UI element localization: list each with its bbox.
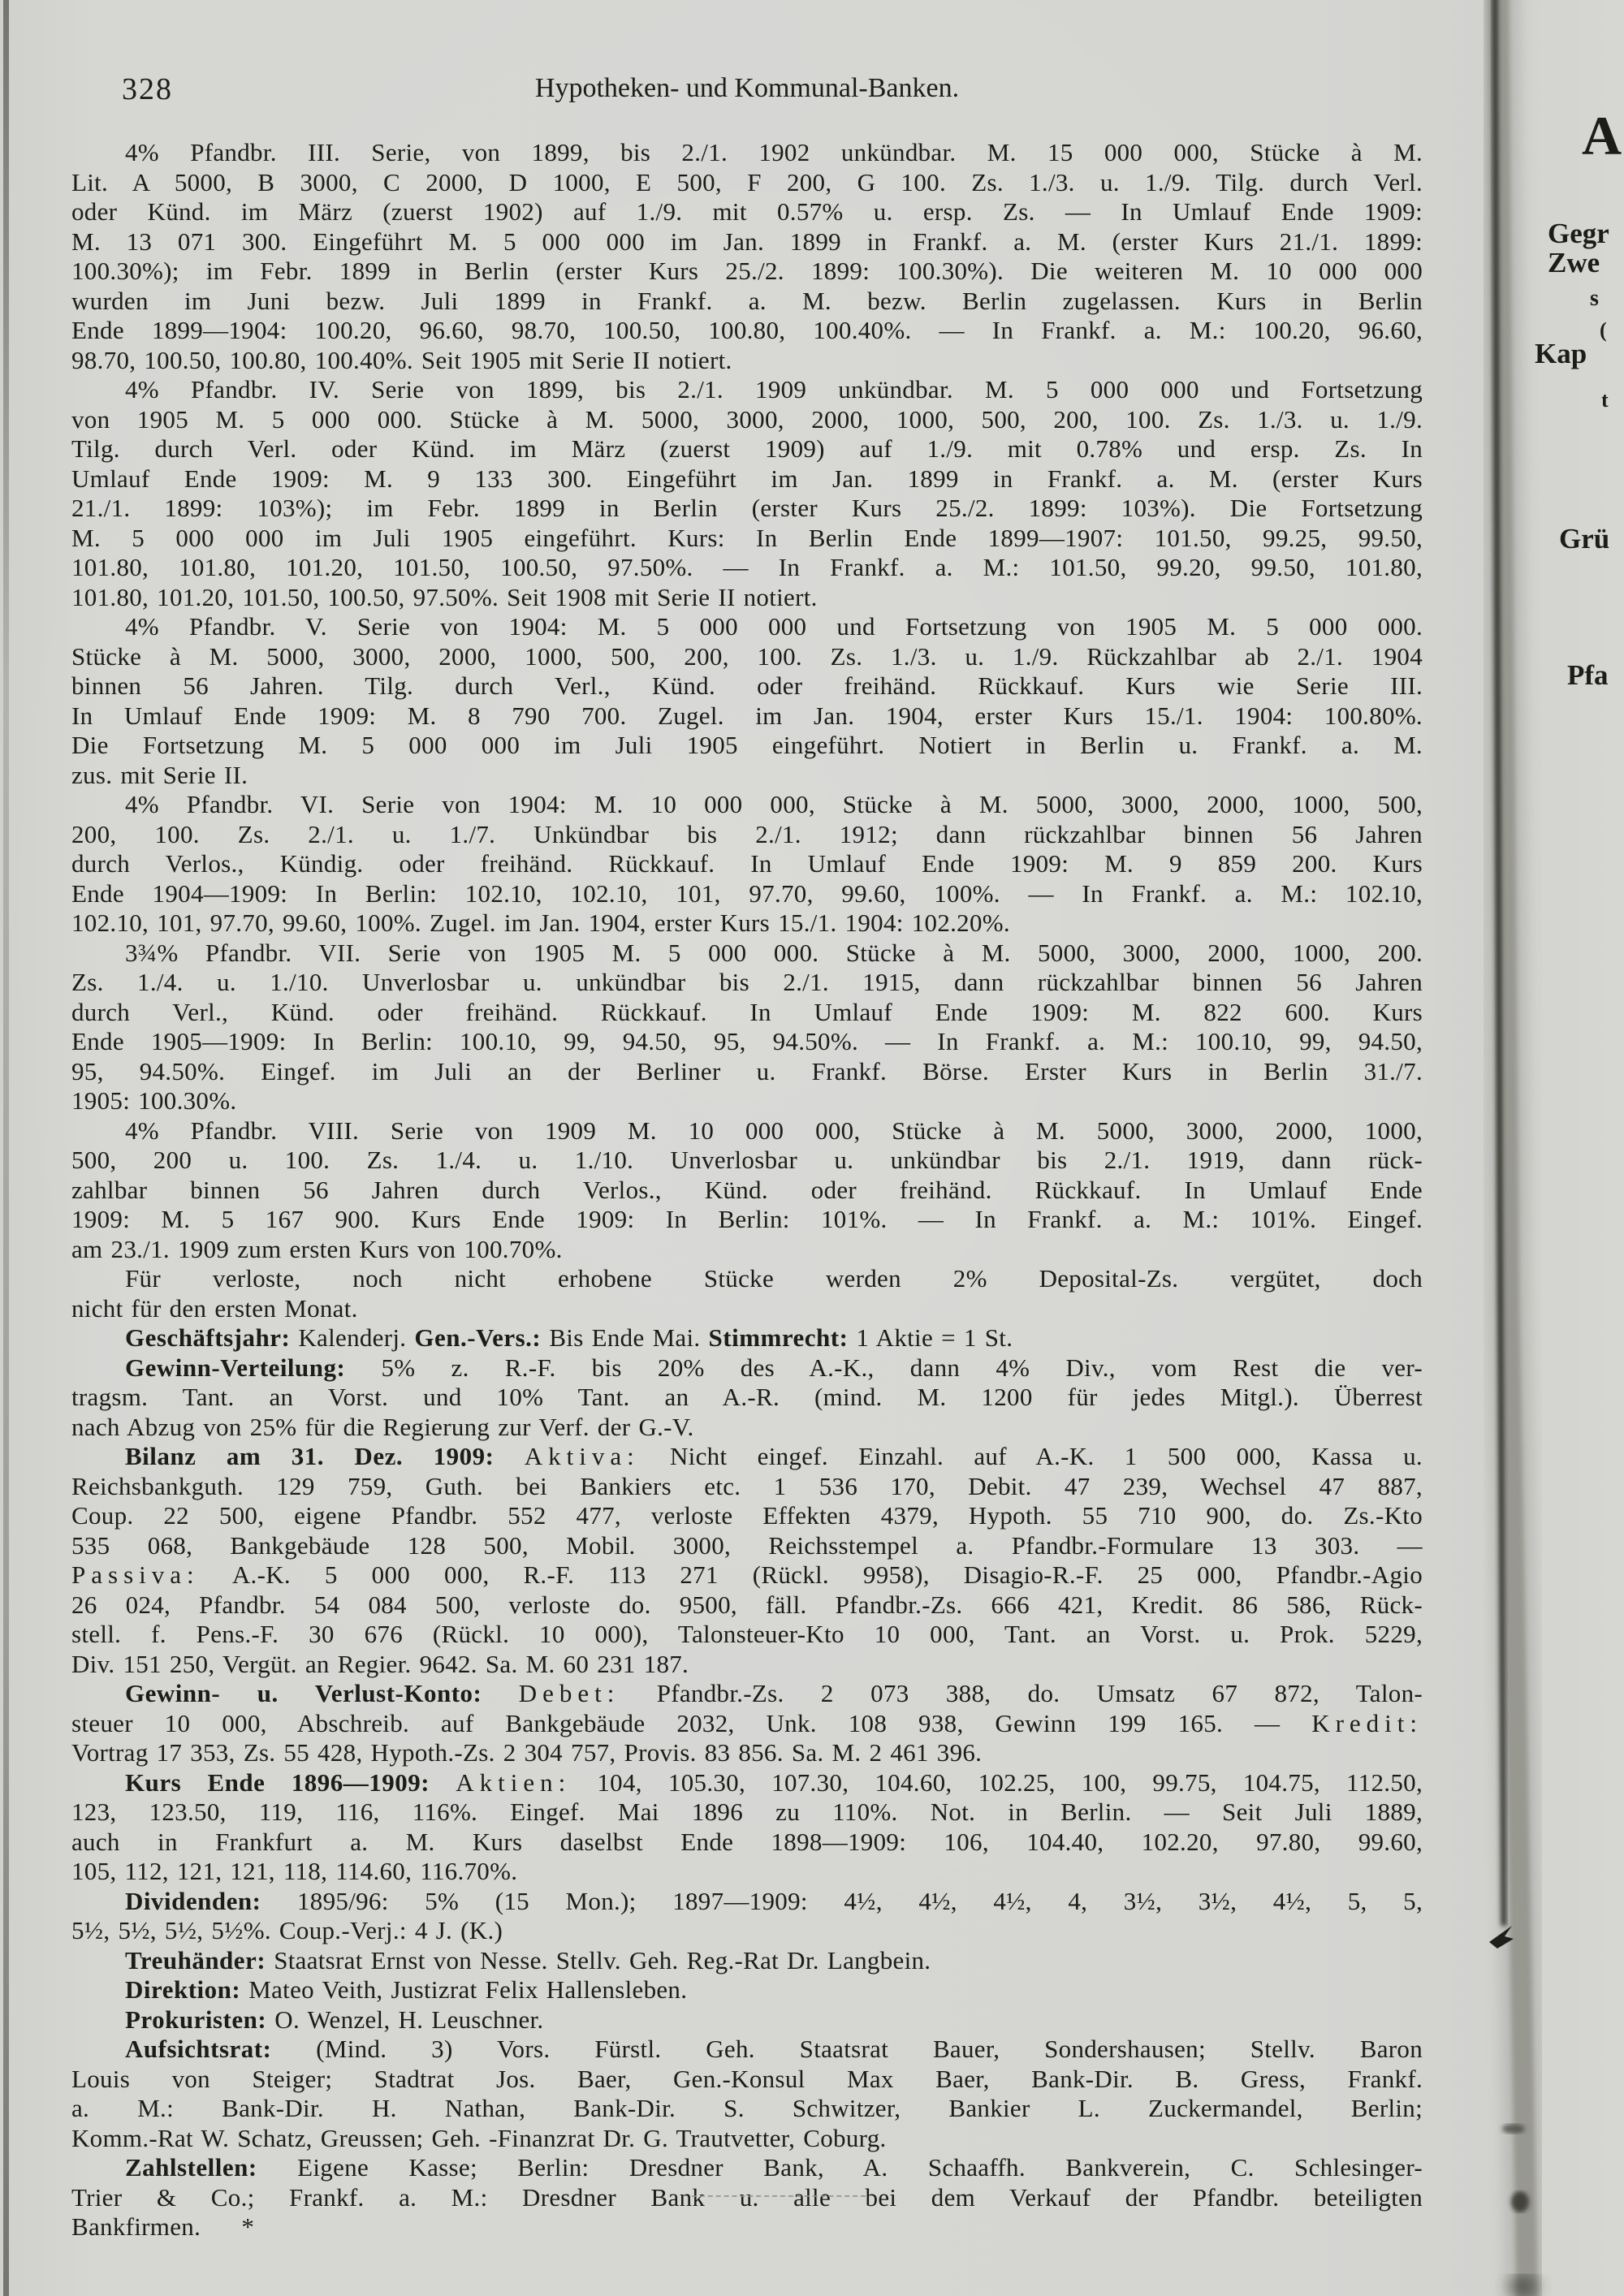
text-line: Reichsbankguth. 129 759, Guth. bei Bankiers etc. 1 536 170, Debit. 47 239, Wechsel 47 887, (71, 1471, 1423, 1500)
text-line: Gewinn- u. Verlust-Konto: Debet: Pfandbr.-Zs. 2 073 388, do. Umsatz 67 872, Talon- (125, 1679, 1423, 1707)
ink-smudge (1502, 2124, 1525, 2134)
text-line: 123, 123.50, 119, 116, 116%. Eingef. Mai 1896 zu 110%. Not. in Berlin. — Seit Juli 1889, (71, 1798, 1423, 1826)
text-line: M. 5 000 000 im Juli 1905 eingeführt. Kurs: In Berlin Ende 1899—1907: 101.50, 99.25, 99.50, (71, 523, 1423, 552)
text-line: 102.10, 101, 97.70, 99.60, 100%. Zugel. im Jan. 1904, erster Kurs 15./1. 1904: 102.20%. (71, 908, 1010, 937)
text-line: In Umlauf Ende 1909: M. 8 790 700. Zugel. im Jan. 1904, erster Kurs 15./1. 1904: 100.80%. (71, 701, 1423, 730)
text-line: Bilanz am 31. Dez. 1909: Aktiva: Nicht eingef. Einzahl. auf A.-K. 1 500 000, Kassa u. (125, 1442, 1423, 1470)
text-line: am 23./1. 1909 zum ersten Kurs von 100.70%. (71, 1234, 563, 1263)
text-line: Ende 1905—1909: In Berlin: 100.10, 99, 94.50, 95, 94.50%. — In Frankf. a. M.: 100.10, 99, 94.50, (71, 1027, 1423, 1055)
next-page-fragment: s (1590, 286, 1599, 311)
text-line: Louis von Steiger; Stadtrat Jos. Baer, Gen.-Konsul Max Baer, Bank-Dir. B. Gress, Frankf. (71, 2064, 1423, 2093)
next-page-fragment: Grü (1559, 523, 1610, 555)
text-line: 101.80, 101.20, 101.50, 100.50, 97.50%. Seit 1908 mit Serie II notiert. (71, 582, 818, 611)
text-line: zus. mit Serie II. (71, 760, 248, 789)
next-page-fragment: Zwe (1548, 247, 1600, 278)
page-title: Hypotheken- und Kommunal-Banken. (534, 73, 960, 103)
text-line: Passiva: A.-K. 5 000 000, R.-F. 113 271 (Rückl. 9958), Disagio-R.-F. 25 000, Pfandbr.-Agio (71, 1560, 1423, 1589)
text-line: Vortrag 17 353, Zs. 55 428, Hypoth.-Zs. 2 304 757, Provis. 83 856. Sa. M. 2 461 396. (71, 1738, 983, 1767)
text-line: Direktion: Mateo Veith, Justizrat Felix Hallensleben. (125, 1975, 688, 2004)
text-line: nicht für den ersten Monat. (71, 1293, 358, 1323)
text-line: durch Verl., Künd. oder freihänd. Rückkauf. In Umlauf Ende 1909: M. 822 600. Kurs (71, 997, 1423, 1026)
next-page-fragment: Kap (1535, 338, 1587, 369)
text-line: Prokuristen: O. Wenzel, H. Leuschner. (125, 2005, 544, 2034)
text-line: 26 024, Pfandbr. 54 084 500, verloste do. 9500, fäll. Pfandbr.-Zs. 666 421, Kredit. 86 586, Rück- (71, 1590, 1423, 1619)
text-line: 95, 94.50%. Eingef. im Juli an der Berliner u. Frankf. Börse. Erster Kurs in Berlin 31./7. (71, 1056, 1423, 1085)
text-line: Lit. A 5000, B 3000, C 2000, D 1000, E 500, F 200, G 100. Zs. 1./3. u. 1./9. Tilg. durch Verl. (71, 167, 1423, 196)
text-line: stell. f. Pens.-F. 30 676 (Rückl. 10 000), Talonsteuer-Kto 10 000, Tant. an Vorst. u. Prok. 5229, (71, 1620, 1423, 1648)
text-line: Stücke à M. 5000, 3000, 2000, 1000, 500, 200, 100. Zs. 1./3. u. 1./9. Rückzahlbar ab 2./1. 1904 (71, 641, 1423, 671)
text-line: 3¾% Pfandbr. VII. Serie von 1905 M. 5 000 000. Stücke à M. 5000, 3000, 2000, 1000, 200. (125, 938, 1423, 967)
text-line: 4% Pfandbr. IV. Serie von 1899, bis 2./1. 1909 unkündbar. M. 5 000 000 und Fortsetzung (125, 375, 1423, 404)
text-line: binnen 56 Jahren. Tilg. durch Verl., Künd. oder freihänd. Rückkauf. Kurs wie Serie III. (71, 671, 1423, 700)
text-line: tragsm. Tant. an Vorst. und 10% Tant. an A.-R. (mind. M. 1200 für jedes Mitgl.). Überrest (71, 1383, 1423, 1411)
text-line: 5½, 5½, 5½, 5½%. Coup.-Verj.: 4 J. (K.) (71, 1916, 503, 1944)
text-line: Gewinn-Verteilung: 5% z. R.-F. bis 20% des A.-K., dann 4% Div., vom Rest die ver- (125, 1353, 1423, 1382)
text-line: Ende 1904—1909: In Berlin: 102.10, 102.10, 101, 97.70, 99.60, 100%. — In Frankf. a. M.: 102.10, (71, 878, 1423, 908)
text-line: Tilg. durch Verl. oder Künd. im März (zuerst 1909) auf 1./9. mit 0.78% und ersp. Zs. In (71, 434, 1423, 463)
text-line: Die Fortsetzung M. 5 000 000 im Juli 1905 eingeführt. Notiert in Berlin u. Frankf. a. M. (71, 731, 1423, 759)
text-line: 105, 112, 121, 121, 118, 114.60, 116.70%. (71, 1857, 518, 1885)
text-line: Zs. 1./4. u. 1./10. Unverlosbar u. unkündbar bis 2./1. 1915, dann rückzahlbar binnen 56 Jahren (71, 968, 1423, 996)
text-line: Umlauf Ende 1909: M. 9 133 300. Eingeführt im Jan. 1899 in Frankf. a. M. (erster Kurs (71, 464, 1423, 493)
text-line: M. 13 071 300. Eingeführt M. 5 000 000 im Jan. 1899 in Frankf. a. M. (erster Kurs 21./1. 1899: (71, 227, 1423, 256)
text-line: a. M.: Bank-Dir. H. Nathan, Bank-Dir. S. Schwitzer, Bankier L. Zuckermandel, Berlin; (71, 2094, 1423, 2122)
text-line: 4% Pfandbr. VIII. Serie von 1909 M. 10 000 000, Stücke à M. 5000, 3000, 2000, 1000, (125, 1116, 1423, 1145)
text-line: 4% Pfandbr. V. Serie von 1904: M. 5 000 000 und Fortsetzung von 1905 M. 5 000 000. (125, 612, 1423, 641)
text-line: oder Künd. im März (zuerst 1902) auf 1./9. mit 0.57% u. ersp. Zs. — In Umlauf Ende 1909: (71, 197, 1423, 226)
text-line: 21./1. 1899: 103%); im Febr. 1899 in Berlin (erster Kurs 25./2. 1899: 103%). Die Fortsetzung (71, 494, 1423, 522)
text-line: Für verloste, noch nicht erhobene Stücke werden 2% Deposital-Zs. vergütet, doch (125, 1264, 1423, 1293)
text-line: Aufsichtsrat: (Mind. 3) Vors. Fürstl. Geh. Staatsrat Bauer, Sondershausen; Stellv. Baron (125, 2035, 1423, 2063)
text-line: auch in Frankfurt a. M. Kurs daselbst Ende 1898—1909: 106, 104.40, 102.20, 97.80, 99.60, (71, 1827, 1423, 1856)
page-number: 328 (122, 72, 173, 106)
text-line: Div. 151 250, Vergüt. an Regier. 9642. Sa. M. 60 231 187. (71, 1649, 689, 1678)
text-line: 1905: 100.30%. (71, 1086, 237, 1115)
text-line: steuer 10 000, Abschreib. auf Bankgebäude 2032, Unk. 108 938, Gewinn 199 165. — Kredit: (71, 1708, 1423, 1737)
text-line: durch Verlos., Kündig. oder freihänd. Rückkauf. In Umlauf Ende 1909: M. 9 859 200. Kurs (71, 849, 1423, 878)
text-line: wurden im Juni bezw. Juli 1899 in Frankf. a. M. bezw. Berlin zugelassen. Kurs in Berlin (71, 286, 1423, 315)
text-line: 500, 200 u. 100. Zs. 1./4. u. 1./10. Unverlosbar u. unkündbar bis 2./1. 1919, dann rück- (71, 1146, 1423, 1174)
next-page-fragment: t (1601, 388, 1609, 412)
text-line: von 1905 M. 5 000 000. Stücke à M. 5000, 3000, 2000, 1000, 500, 200, 100. Zs. 1./3. u. 1./9. (71, 404, 1423, 434)
ink-smudge (1511, 2191, 1529, 2212)
text-line: zahlbar binnen 56 Jahren durch Verlos., Künd. oder freihänd. Rückkauf. In Umlauf Ende (71, 1175, 1423, 1204)
text-line: 200, 100. Zs. 2./1. u. 1./7. Unkündbar bis 2./1. 1912; dann rückzahlbar binnen 56 Jahren (71, 819, 1423, 848)
text-line: Treuhänder: Staatsrat Ernst von Nesse. Stellv. Geh. Reg.-Rat Dr. Langbein. (125, 1945, 931, 1974)
next-page-fragment: A (1582, 105, 1622, 166)
text-line: 4% Pfandbr. VI. Serie von 1904: M. 10 000 000, Stücke à M. 5000, 3000, 2000, 1000, 500, (125, 790, 1423, 818)
text-line: Komm.-Rat W. Schatz, Greussen; Geh. -Finanzrat Dr. G. Trautvetter, Coburg. (71, 2123, 887, 2152)
text-line: 98.70, 100.50, 100.80, 100.40%. Seit 1905 mit Serie II notiert. (71, 345, 732, 374)
text-line: Bankfirmen. * (71, 2212, 255, 2241)
text-line: 100.30%); im Febr. 1899 in Berlin (erster Kurs 25./2. 1899: 100.30%). Die weiteren M. 10 000 000 (71, 257, 1423, 285)
text-line: nach Abzug von 25% für die Regierung zur Verf. der G.-V. (71, 1412, 694, 1441)
text-line: 1909: M. 5 167 900. Kurs Ende 1909: In Berlin: 101%. — In Frankf. a. M.: 101%. Eingef. (71, 1205, 1423, 1233)
text-line: Dividenden: 1895/96: 5% (15 Mon.); 1897—1909: 4½, 4½, 4½, 4, 3½, 3½, 4½, 5, 5, (125, 1886, 1423, 1915)
text-line: Trier & Co.; Frankf. a. M.: Dresdner Bank u. alle bei dem Verkauf der Pfandbr. beteiligten (71, 2182, 1423, 2212)
text-line: Zahlstellen: Eigene Kasse; Berlin: Dresdner Bank, A. Schaaffh. Bankverein, C. Schlesinger- (125, 2153, 1423, 2182)
text-line: Geschäftsjahr: Kalenderj. Gen.-Vers.: Bis Ende Mai. Stimmrecht: 1 Aktie = 1 St. (125, 1323, 1013, 1352)
text-line: Kurs Ende 1896—1909: Aktien: 104, 105.30, 107.30, 104.60, 102.25, 100, 99.75, 104.75, 112.50, (125, 1767, 1423, 1797)
text-line: Ende 1899—1904: 100.20, 96.60, 98.70, 100.50, 100.80, 100.40%. — In Frankf. a. M.: 100.20, 96.60, (71, 316, 1423, 344)
next-page-fragment: Gegr (1548, 218, 1609, 249)
text-line: 4% Pfandbr. III. Serie, von 1899, bis 2./1. 1902 unkündbar. M. 15 000 000, Stücke à M. (125, 138, 1423, 166)
text-line: 101.80, 101.80, 101.20, 101.50, 100.50, 97.50%. — In Frankf. a. M.: 101.50, 99.20, 99.50, 101.80, (71, 553, 1423, 581)
next-page-fragment: ( (1600, 318, 1607, 342)
next-page-fragment: Pfa (1567, 659, 1609, 691)
text-line: 535 068, Bankgebäude 128 500, Mobil. 3000, Reichsstempel a. Pfandbr.-Formulare 13 303. — (71, 1530, 1423, 1560)
text-line: Coup. 22 500, eigene Pfandbr. 552 477, verloste Effekten 4379, Hypoth. 55 710 900, do. Zs.-Kto (71, 1501, 1423, 1530)
